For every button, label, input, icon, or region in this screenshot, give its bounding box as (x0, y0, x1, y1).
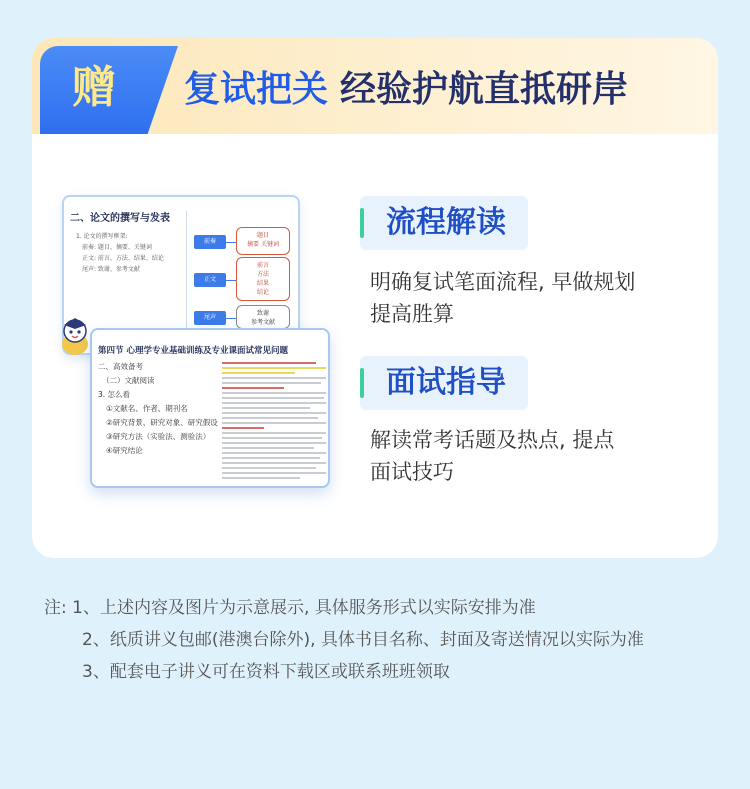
diagram-tag: 正文 (194, 273, 226, 287)
desc-line: 明确复试笔面流程, 早做规划 (370, 270, 636, 294)
box-line: 方法 (256, 271, 269, 278)
preview-title: 第四节 心理学专业基础训练及专业课面试常见问题 (98, 346, 288, 356)
outline-line: 前奏: 题目、摘要、关键词 (82, 244, 152, 251)
note-line: 3、配套电子讲义可在资料下载区或联系班班领取 (82, 662, 450, 682)
outline-line: 二、高效备考 (98, 362, 143, 371)
diagram-box (236, 305, 290, 329)
lecture-preview-front (90, 328, 330, 488)
section-desc-process (370, 266, 635, 330)
document-page-image (222, 362, 326, 486)
diagram-tag: 尾声 (194, 311, 226, 325)
outline-line: 1. 论文的撰写框架: (76, 233, 128, 240)
gift-label: 赠 (72, 62, 116, 113)
box-line: 参考文献 (250, 319, 275, 326)
box-line: 结论 (256, 289, 269, 296)
outline-line: ③研究方法（实验法、测验法） (106, 432, 211, 441)
outline-line: ④研究结论 (106, 446, 143, 455)
box-line: 前言 (256, 262, 269, 269)
box-line: 致谢 (256, 310, 269, 317)
box-line: 结果 (256, 280, 269, 287)
section-tag-process: 流程解读 (360, 196, 528, 250)
outline-line: （二）文献阅读 (102, 376, 155, 385)
diagram-box (236, 257, 290, 301)
preview-outline (98, 360, 218, 458)
note-line: 注: 1、上述内容及图片为示意展示, 具体服务形式以实际安排为准 (44, 598, 536, 618)
outline-line: ②研究背景、研究对象、研究假设 (106, 418, 218, 427)
box-line: 题目 (256, 232, 269, 239)
title-part1: 复试把关 (184, 69, 329, 110)
diagram-tag: 前奏 (194, 235, 226, 249)
outline-line: 3. 怎么看 (98, 390, 131, 399)
footnotes (44, 592, 644, 688)
mascot-icon (58, 316, 92, 356)
outline-line: ①文献名、作者、期刊名 (106, 404, 188, 413)
box-line: 摘要 关键词 (247, 241, 279, 248)
desc-line: 面试技巧 (370, 460, 454, 484)
diagram-box (236, 227, 290, 255)
outline-line: 正文: 前言、方法、结果、结论 (82, 255, 164, 262)
section-tag-interview: 面试指导 (360, 356, 528, 410)
outline-line: 尾声: 致谢、参考文献 (82, 266, 140, 273)
desc-line: 提高胜算 (370, 302, 454, 326)
desc-line: 解读常考话题及热点, 提点 (370, 428, 615, 452)
page-title (184, 62, 628, 118)
note-line: 2、纸质讲义包邮(港澳台除外), 具体书目名称、封面及寄送情况以实际为准 (82, 630, 644, 650)
title-part2: 经验护航直抵研岸 (340, 69, 629, 110)
preview-outline (76, 231, 164, 275)
preview-title: 二、论文的撰写与发表 (70, 213, 170, 224)
section-desc-interview (370, 424, 614, 488)
